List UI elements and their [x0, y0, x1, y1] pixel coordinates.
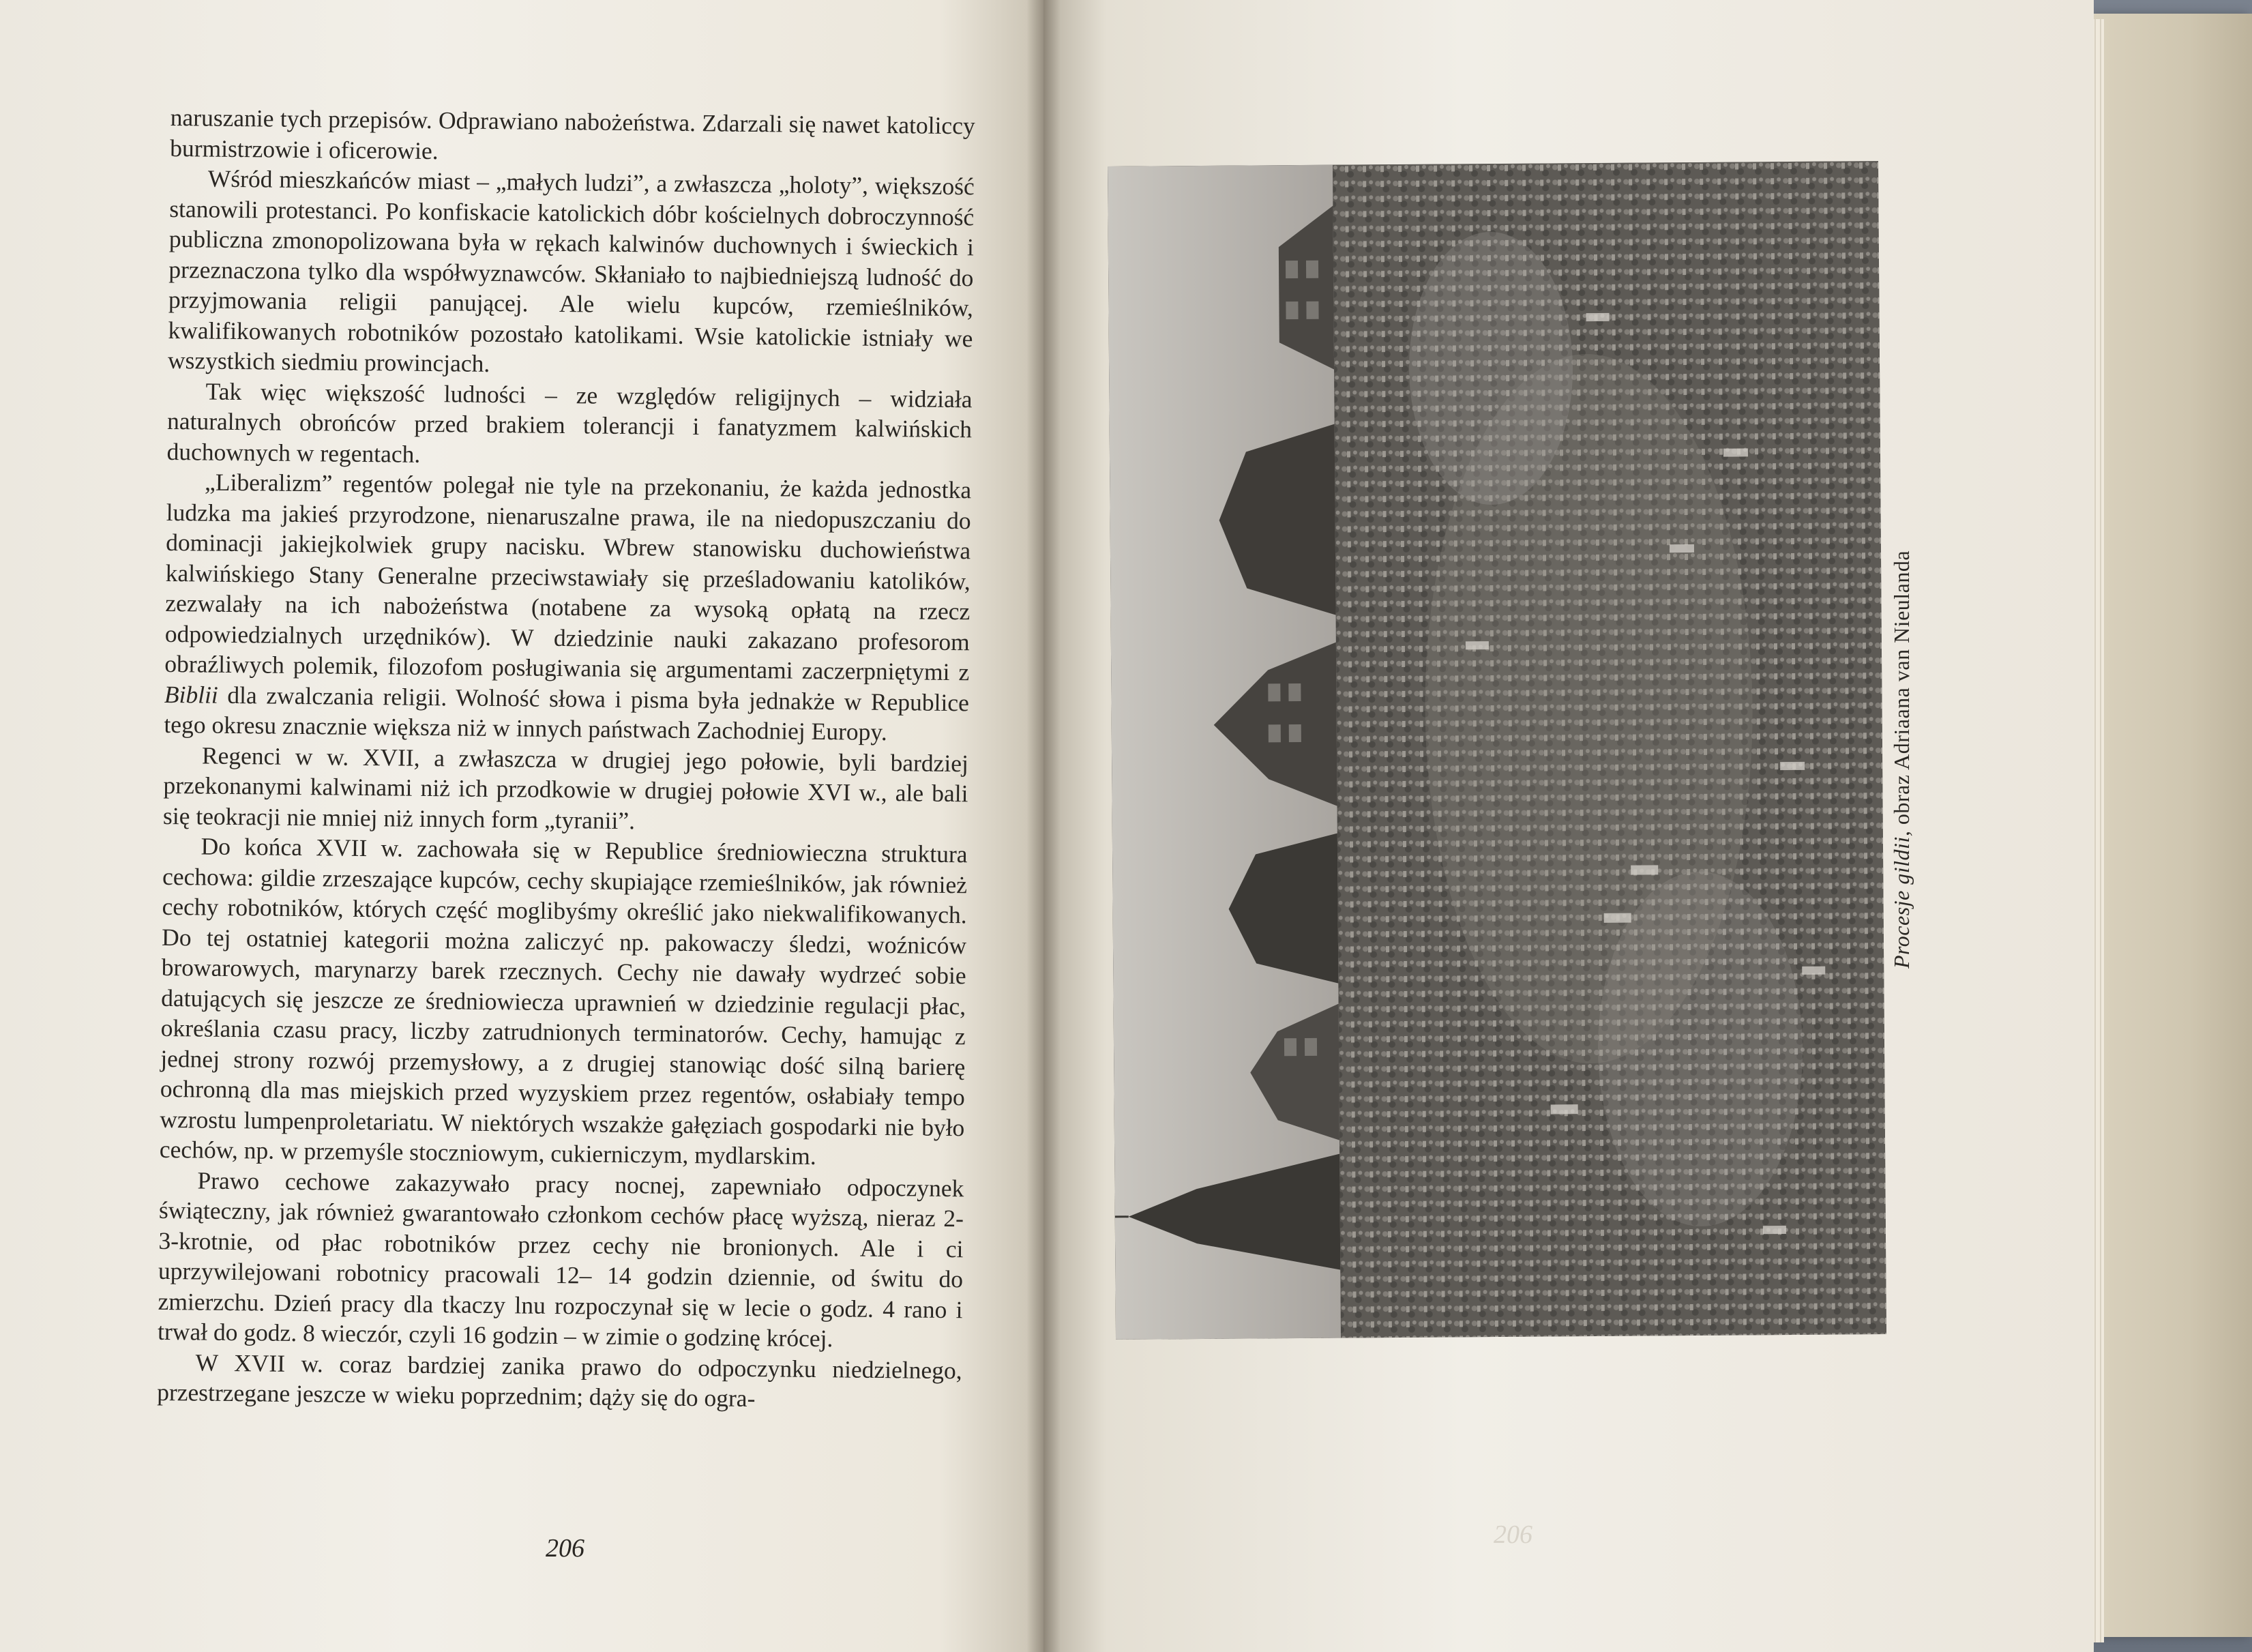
paragraph-text: „Liberalizm” regentów polegał nie tyle na przekonaniu, że każda jednostka ludzka ma jakieś przyrodzone, nienaruszalne prawa, ile na niedopuszczaniu do dominacji jakiejkolwiek grupy nacisku. Wbrew stanowisku duchowieństwa kalwińskiego Stany Generalne przeciwstawiały się prześladowaniu katolików, zezwalały na ich nabożeństwa (notabene za wysoką opłatą na rzecz odpowiedzialnych urzędników). W dziedzinie nauki zakazano profesorom obraźliwych polemik, filozofom posługiwania się argumentami zaczerpniętymi z: [164, 468, 972, 686]
illustration-plate: [1108, 161, 1886, 1340]
paragraph: Tak więc większość ludności – ze względów religijnych – widziała naturalnych obrońców przed brakiem tolerancji i fanatyzmem kalwińskich duchownych w regentach.: [166, 377, 973, 468]
paragraph: Do końca XVII w. zachowała się w Republice średniowieczna struktura cechowa: gildie zrzeszające kupców, cechy skupiające rzemieślników, jak również cechy robotników, których część moglibyśmy określić jako niekwalifikowanych. Do tej ostatniej kategorii można zaliczyć np. pakowaczy śledzi, woźniców browarowych, marynarzy barek rzecznych. Cechy nie dawały wydrzeć sobie datujących się jeszcze ze średniowiecza uprawnień w dziedzinie regulacji płac, określania czasu pracy, liczby zatrudnionych terminatorów. Cechy, hamując z jednej strony rozwój przemysłowy, a z drugiej stanowiąc dość silną barierę ochronną dla mas miejskich przed wyzyskiem przez regentów, osłabiały tempo wzrostu lumpenproletariatu. W niektórych wszakże gałęziach gospodarki nie było cechów, np. w przemyśle stoczniowym, cukierniczym, mydlarskim.: [159, 832, 968, 1170]
book-gutter: [1026, 0, 1061, 1652]
caption-attribution: obraz Adriaana van Nieulanda: [1889, 550, 1914, 831]
ghost-page-number: 206: [1494, 1520, 1532, 1549]
paragraph: Wśród mieszkańców miast – „małych ludzi”, a zwłaszcza „holoty”, większość stanowili protestanci. Po konfiskacie katolickich dóbr kościelnych dobroczynność publiczna zmonopolizowana była w rękach kalwinów duchownych i świeckich i przeznaczona tylko dla współwyznawców. Skłaniało to najbiedniejszą ludność do przyjmowania religii panującej. Ale wielu kupców, rzemieślników, kwalifikowanych robotników pozostało katolikami. Wsie katolickie istniały we wszystkich siedmiu prowincjach.: [167, 164, 975, 377]
paragraph: W XVII w. coraz bardziej zanika prawo do odpoczynku niedzielnego, przestrzegane jeszcze w wieku poprzednim; dąży się do ogra-: [156, 1348, 962, 1413]
caption-text: [1889, 550, 1914, 969]
paragraph-text: dla zwalczania religii. Wolność słowa i pisma była jednakże w Republice tego okresu znacznie większa niż w innych państwach Zachodniej Europy.: [164, 681, 970, 746]
italic-title: Biblii: [164, 680, 219, 709]
procession-painting-image: [1108, 161, 1886, 1340]
paragraph: Prawo cechowe zakazywało pracy nocnej, zapewniało odpoczynek świąteczny, jak również gwarantowało członkom cechów płacę wyższą, nieraz 2- 3-krotnie, od płac robotników przez cechy nie bronionych. Ale i ci uprzywilejowani robotnicy pracowali 12– 14 godzin dziennie, od świtu do zmierzchu. Dzień pracy dla tkaczy lnu rozpoczynał się w lecie o godz. 4 rano i trwał do godz. 8 wieczór, czyli 16 godzin – w zimie o godzinę krócej.: [157, 1166, 964, 1353]
paragraph: Regenci w w. XVII, a zwłaszcza w drugiej jego połowie, byli bardziej przekonanymi kalwinami niż ich przodkowie w drugiej połowie XVI w., ale bali się teokracji nie mniej niż innych form „tyranii”.: [162, 741, 969, 834]
book-cover-edge: [2094, 14, 2252, 1637]
body-text: [157, 102, 975, 1416]
left-page: [0, 0, 1043, 1652]
page-number: 206: [546, 1534, 584, 1563]
paragraph: [164, 467, 971, 748]
caption-title: Procesje gildii,: [1889, 830, 1914, 969]
paragraph: naruszanie tych przepisów. Odprawiano nabożeństwa. Zdarzali się nawet katoliccy burmistrzowie i oficerowie.: [170, 103, 975, 164]
